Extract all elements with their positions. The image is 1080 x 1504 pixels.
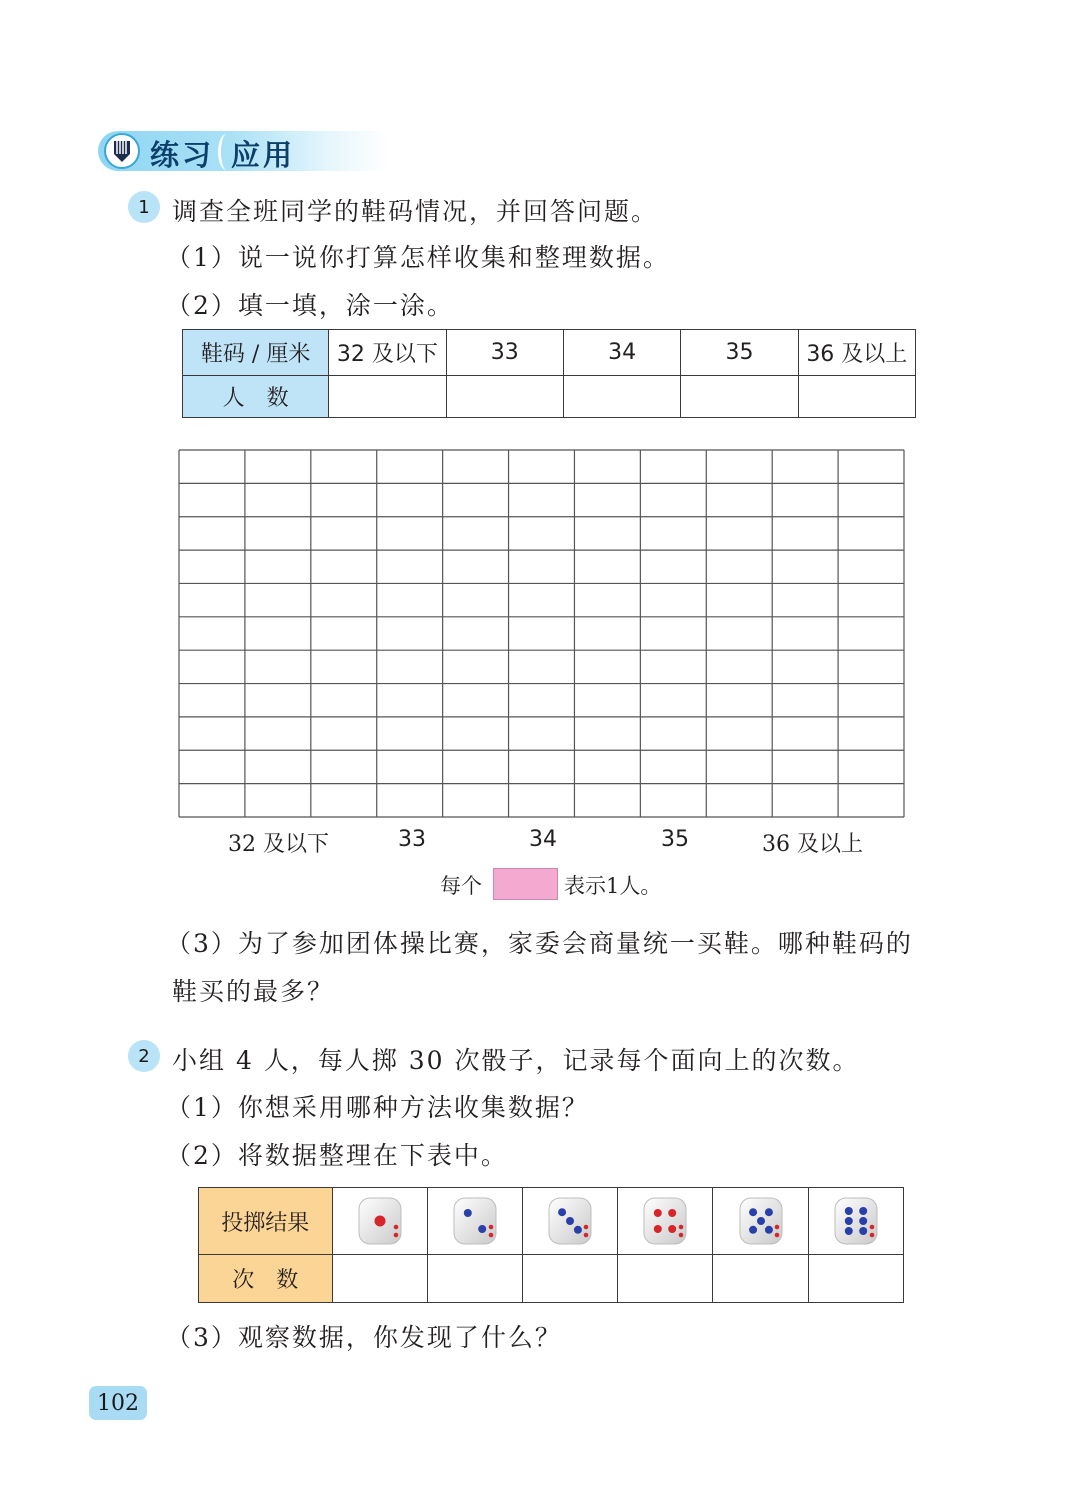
table-header-times: 次 数 <box>199 1255 333 1303</box>
times-input-cell[interactable] <box>618 1255 713 1303</box>
times-input-cell[interactable] <box>427 1255 522 1303</box>
times-input-cell[interactable] <box>332 1255 427 1303</box>
section-title-practice: 练习 <box>150 138 215 172</box>
count-input-cell[interactable] <box>329 376 446 418</box>
count-input-cell[interactable] <box>798 376 915 418</box>
table-header-roll-result: 投掷结果 <box>199 1188 333 1255</box>
x-axis-label: 33 <box>398 827 426 852</box>
table-header-shoe-size: 鞋码 / 厘米 <box>183 330 329 376</box>
die-face-5-cell <box>713 1188 808 1255</box>
q1-sub3-line1: （3）为了参加团体操比赛，家委会商量统一买鞋。哪种鞋码的 <box>166 929 913 958</box>
q2-sub1: （1）你想采用哪种方法收集数据？ <box>166 1093 589 1122</box>
die-face-4-icon <box>641 1195 689 1247</box>
q1-stem: 调查全班同学的鞋码情况，并回答问题。 <box>172 197 659 226</box>
count-input-cell[interactable] <box>446 376 563 418</box>
die-face-2-cell <box>427 1188 522 1255</box>
count-input-cell[interactable] <box>563 376 680 418</box>
table-col-header: 33 <box>446 330 563 376</box>
q2-sub2: （2）将数据整理在下表中。 <box>166 1141 508 1170</box>
die-face-6-cell <box>808 1188 903 1255</box>
table-col-header: 35 <box>681 330 798 376</box>
legend-suffix: 表示1人。 <box>564 874 662 898</box>
section-title-apply: 应用 <box>231 138 296 172</box>
die-face-2-icon <box>451 1195 499 1247</box>
table-header-count: 人 数 <box>183 376 329 418</box>
q1-sub2: （2）填一填，涂一涂。 <box>166 291 454 320</box>
dice-results-table <box>198 1187 904 1303</box>
times-input-cell[interactable] <box>523 1255 618 1303</box>
die-face-3-cell <box>523 1188 618 1255</box>
legend-swatch <box>493 868 558 900</box>
question-number-2: 2 <box>128 1040 160 1072</box>
table-col-header: 32 及以下 <box>329 330 446 376</box>
die-face-1-cell <box>332 1188 427 1255</box>
q1-sub1: （1）说一说你打算怎样收集和整理数据。 <box>166 243 670 272</box>
x-axis-label: 32 及以下 <box>228 832 329 857</box>
legend-prefix: 每个 <box>440 874 482 898</box>
table-col-header: 36 及以上 <box>798 330 915 376</box>
blank-bar-grid[interactable] <box>178 449 905 818</box>
q2-stem: 小组 4 人，每人掷 30 次骰子，记录每个面向上的次数。 <box>172 1046 860 1075</box>
die-face-3-icon <box>546 1195 594 1247</box>
die-face-1-icon <box>356 1195 404 1247</box>
die-face-6-icon <box>832 1195 880 1247</box>
times-input-cell[interactable] <box>713 1255 808 1303</box>
table-col-header: 34 <box>563 330 680 376</box>
x-axis-label: 35 <box>661 827 689 852</box>
shoe-size-table <box>182 329 916 418</box>
page-number: 102 <box>89 1386 147 1420</box>
die-face-5-icon <box>737 1195 785 1247</box>
count-input-cell[interactable] <box>681 376 798 418</box>
q1-sub3-line2: 鞋买的最多？ <box>172 977 335 1006</box>
question-number-1: 1 <box>128 191 160 223</box>
x-axis-label: 36 及以上 <box>762 832 863 857</box>
times-input-cell[interactable] <box>808 1255 903 1303</box>
q2-sub3: （3）观察数据，你发现了什么？ <box>166 1323 562 1352</box>
x-axis-label: 34 <box>529 827 557 852</box>
pencil-icon <box>104 133 140 169</box>
die-face-4-cell <box>618 1188 713 1255</box>
